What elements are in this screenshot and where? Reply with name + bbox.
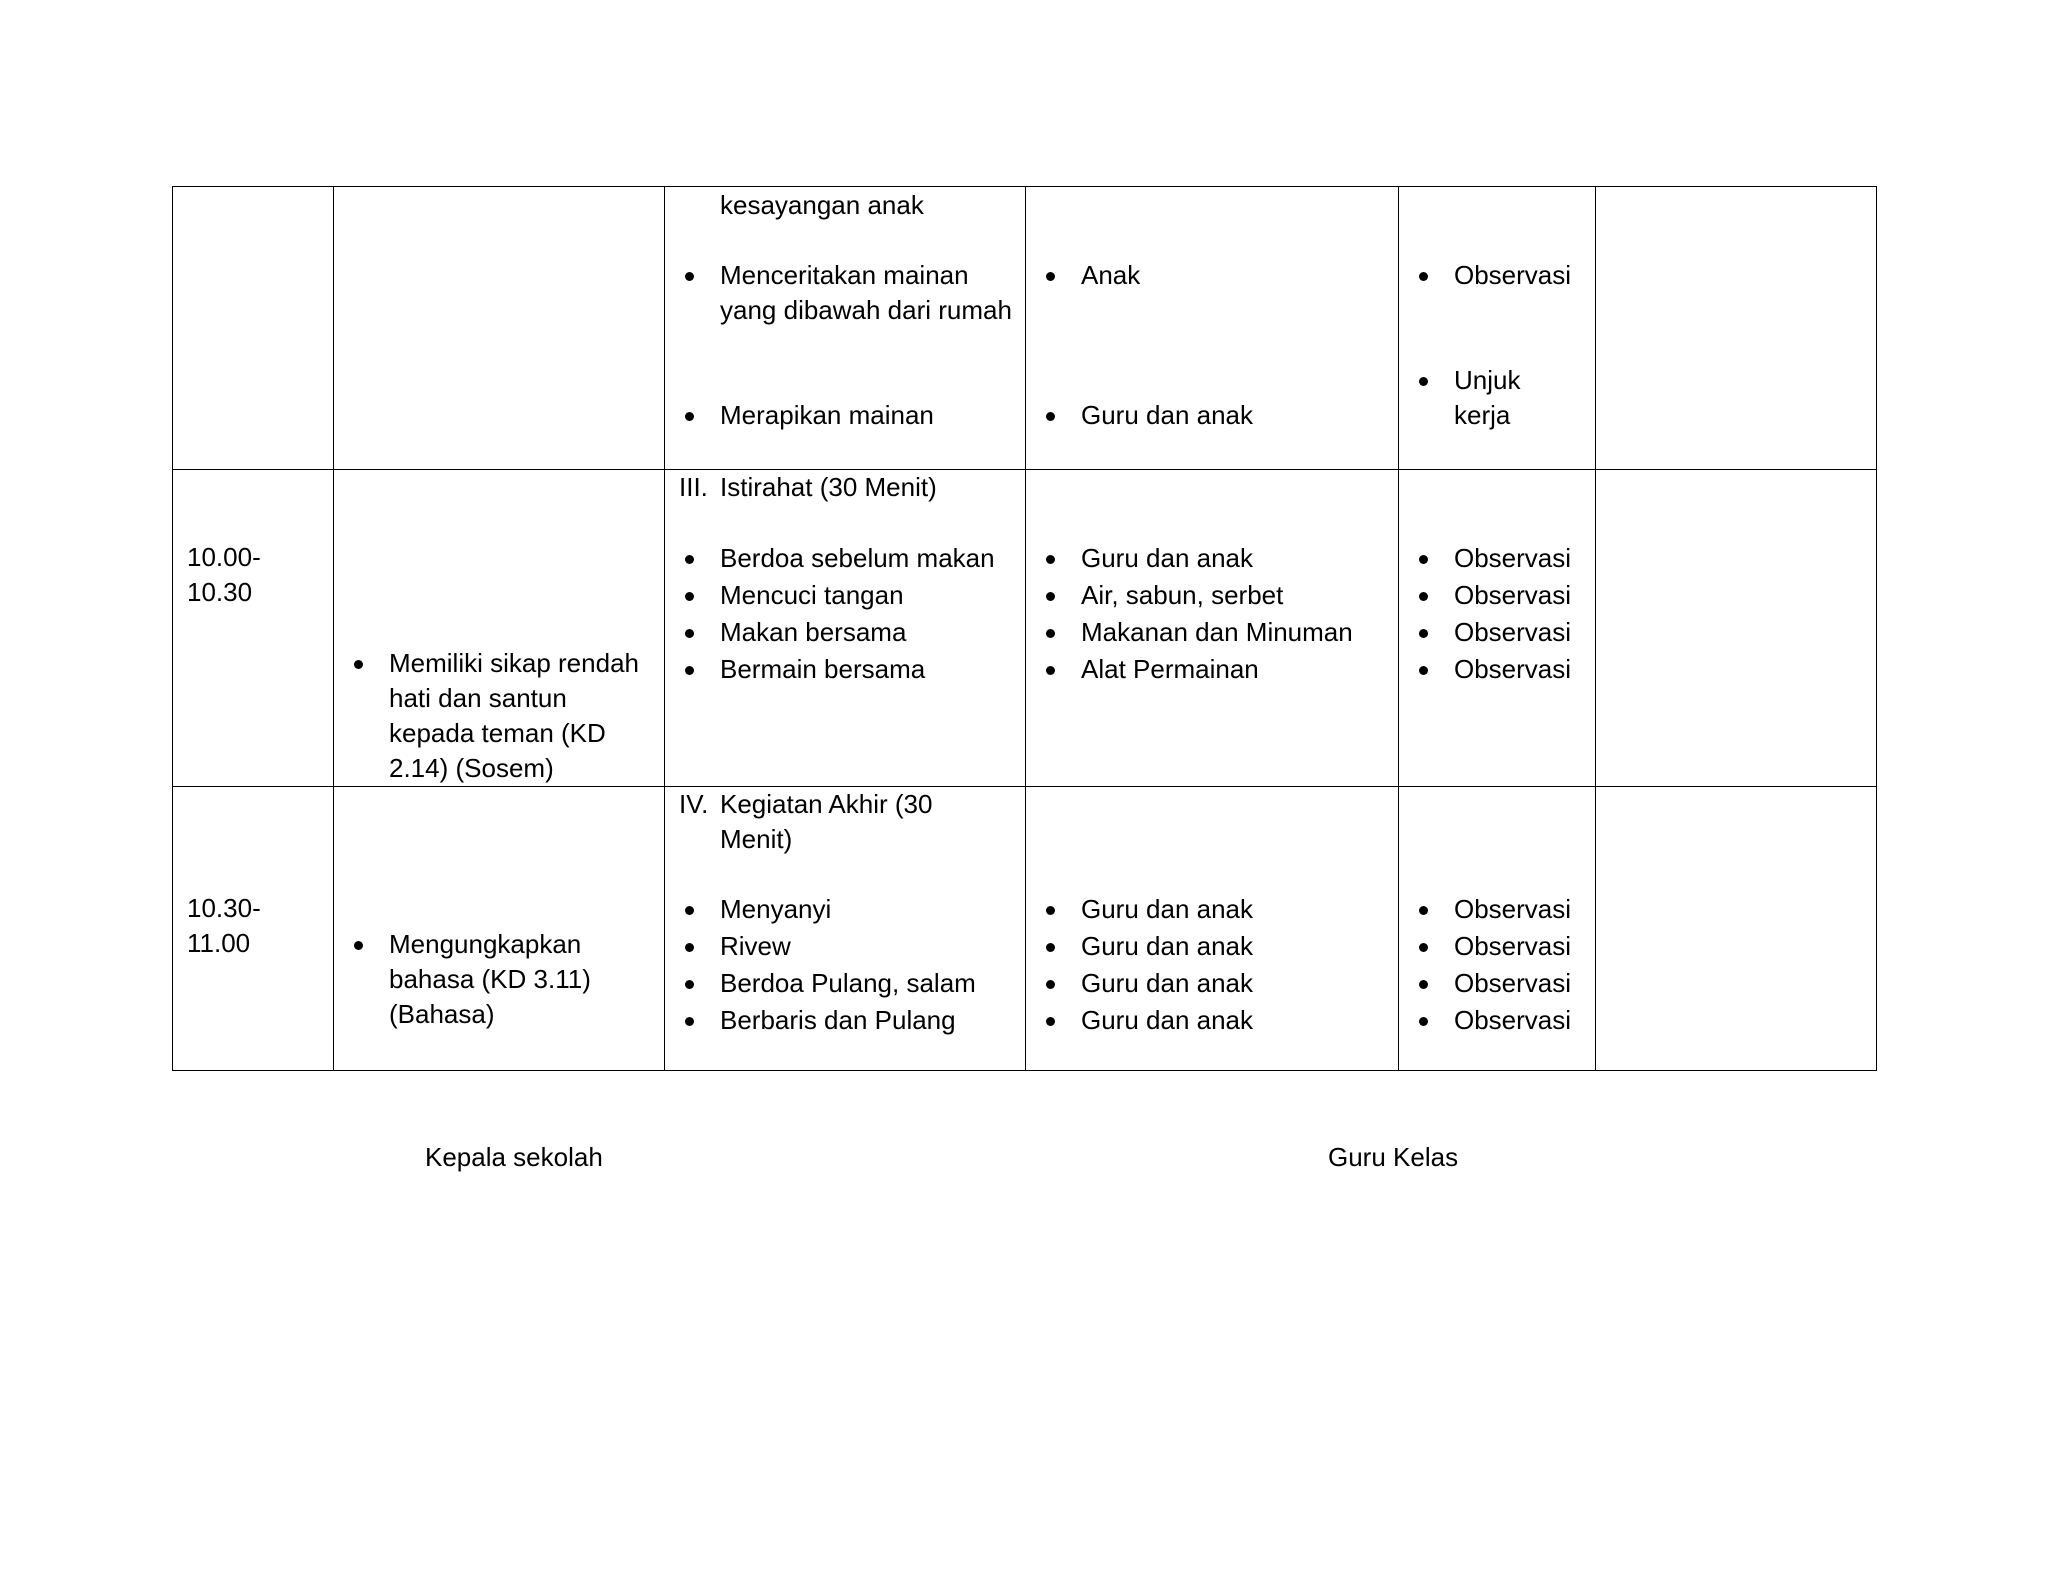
penilaian-list: [1399, 892, 1595, 1040]
penilaian-list: [1399, 541, 1595, 689]
keterangan-cell: [1596, 787, 1877, 1071]
kegiatan-cell: [665, 787, 1026, 1071]
keterangan-cell: [1596, 470, 1877, 787]
list-item: Mengungkapkan bahasa (KD 3.11) (Bahasa): [334, 927, 650, 1032]
kegiatan-list: [665, 258, 1025, 328]
time-text: 10.30- 11.00: [187, 893, 261, 958]
list-item: Guru dan anak: [1026, 966, 1398, 1003]
list-item: Observasi: [1399, 929, 1595, 966]
list-item: Guru dan anak: [1026, 929, 1398, 966]
list-item: Observasi: [1399, 541, 1595, 578]
list-item: Guru dan anak: [1026, 1003, 1398, 1040]
alat-cell: [1026, 787, 1399, 1071]
list-item: Makanan dan Minuman: [1026, 615, 1398, 652]
list-item: Merapikan mainan: [665, 398, 1025, 433]
list-item: Air, sabun, serbet: [1026, 578, 1398, 615]
list-item: Berdoa sebelum makan: [665, 541, 1025, 578]
list-item: Unjuk kerja: [1399, 363, 1595, 433]
table-row: [173, 787, 1877, 1071]
list-item: Guru dan anak: [1026, 398, 1398, 433]
kegiatan-cell: [665, 470, 1026, 787]
list-item: Rivew: [665, 929, 1025, 966]
list-item: Observasi: [1399, 258, 1595, 293]
alat-list: [1026, 541, 1398, 689]
list-item: Observasi: [1399, 1003, 1595, 1040]
list-item: Menceritakan mainan yang dibawah dari rumah: [665, 258, 1025, 328]
signature-label-kepala-sekolah: Kepala sekolah: [425, 1142, 603, 1172]
section-heading: [665, 787, 985, 857]
section-number: IV.: [679, 789, 709, 819]
keterangan-cell: [1596, 187, 1877, 470]
list-item: Observasi: [1399, 966, 1595, 1003]
time-cell: [173, 187, 334, 470]
section-heading: [665, 470, 1025, 505]
list-item: Memiliki sikap rendah hati dan santun kepada teman (KD 2.14) (Sosem): [334, 646, 650, 786]
section-title: Istirahat (30 Menit): [720, 472, 937, 502]
list-item: Berbaris dan Pulang: [665, 1003, 1025, 1040]
alat-list: [1026, 892, 1398, 1040]
list-item: Guru dan anak: [1026, 892, 1398, 929]
signature-label-guru-kelas: Guru Kelas: [1328, 1142, 1459, 1172]
list-item: Mencuci tangan: [665, 578, 1025, 615]
table-row: [173, 187, 1877, 470]
list-item: Observasi: [1399, 615, 1595, 652]
penilaian-cell: [1399, 787, 1596, 1071]
list-item: Guru dan anak: [1026, 541, 1398, 578]
activity-table: [172, 186, 1877, 1071]
kegiatan-cell: [665, 187, 1026, 470]
section-title: Kegiatan Akhir (30 Menit): [720, 789, 933, 854]
penilaian-cell: [1399, 187, 1596, 470]
kegiatan-list: [665, 541, 1025, 689]
list-item: Menyanyi: [665, 892, 1025, 929]
kd-cell: [334, 470, 665, 787]
list-item: Bermain bersama: [665, 652, 1025, 689]
list-item: Observasi: [1399, 652, 1595, 689]
kd-cell: [334, 787, 665, 1071]
section-number: III.: [679, 472, 708, 502]
list-item: Alat Permainan: [1026, 652, 1398, 689]
kd-cell: [334, 187, 665, 470]
list-item: Observasi: [1399, 892, 1595, 929]
list-item: Anak: [1026, 258, 1398, 293]
time-cell: [173, 470, 334, 787]
penilaian-cell: [1399, 470, 1596, 787]
table-row: [173, 470, 1877, 787]
list-item: Observasi: [1399, 578, 1595, 615]
time-cell: [173, 787, 334, 1071]
kegiatan-list: [665, 892, 1025, 1040]
alat-cell: [1026, 187, 1399, 470]
time-text: 10.00- 10.30: [187, 542, 261, 607]
list-item: Berdoa Pulang, salam: [665, 966, 1025, 1003]
kegiatan-continued-text: kesayangan anak: [720, 190, 924, 220]
alat-cell: [1026, 470, 1399, 787]
list-item: Makan bersama: [665, 615, 1025, 652]
